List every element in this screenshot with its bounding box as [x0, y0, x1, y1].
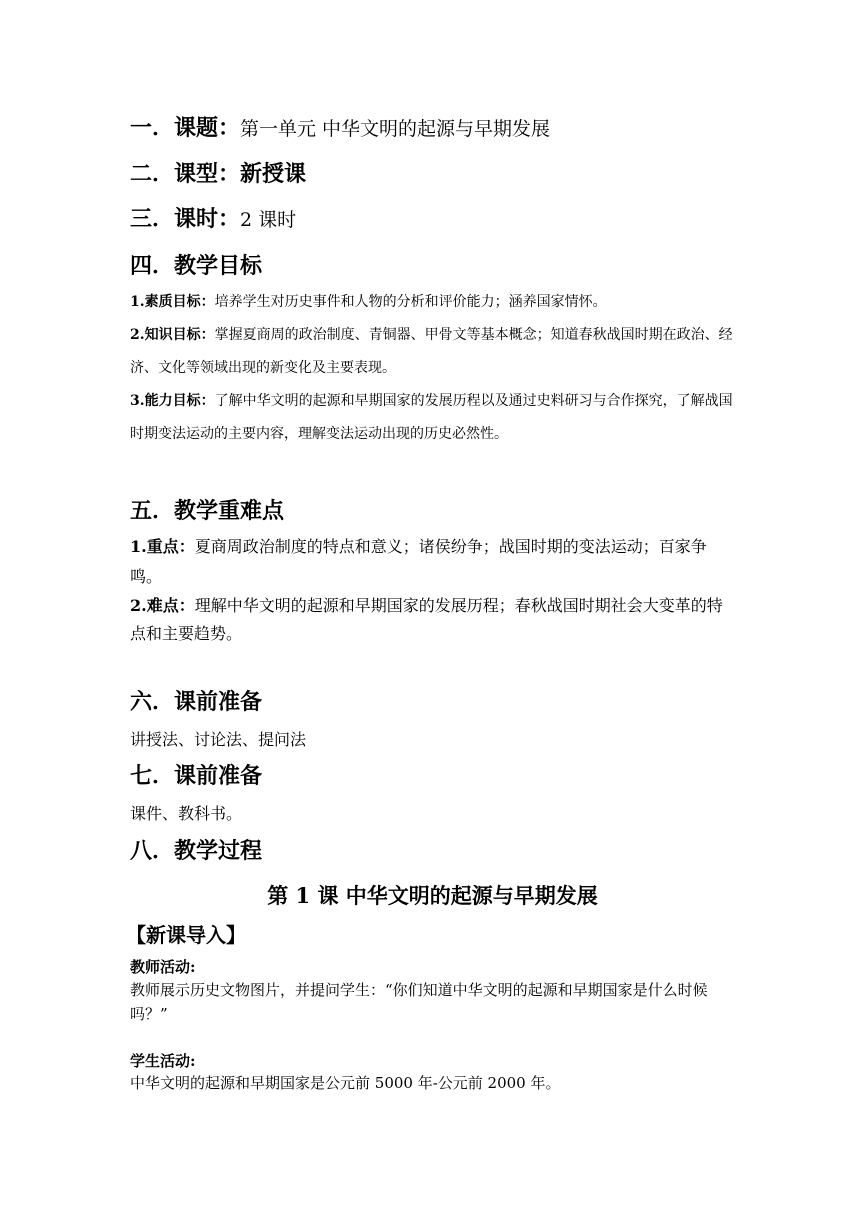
section-topic	[130, 112, 735, 145]
intro-heading: 【新课导入】	[126, 923, 246, 947]
goal-text: 培养学生对历史事件和人物的分析和评价能力；涵养国家情怀。	[214, 294, 607, 310]
goal-item	[130, 286, 735, 319]
goal-label: 2.知识目标：	[130, 327, 215, 343]
section-hours	[130, 203, 735, 236]
keypoints-list	[130, 532, 735, 648]
keypoint-label: 1.重点：	[130, 537, 195, 556]
goal-text: 掌握夏商周的政治制度、青铜器、甲骨文等基本概念；知道春秋战国时期在政治、经济、文化等领域出现的新变化及主要表现。	[130, 327, 733, 376]
keypoint-item	[130, 532, 735, 592]
keypoint-item	[130, 592, 735, 648]
teacher-activity-label: 教师活动:	[130, 958, 196, 976]
section-process-heading: 八．教学过程	[130, 838, 263, 864]
goal-label: 3.能力目标：	[130, 393, 215, 409]
section-type	[130, 158, 735, 190]
goal-label: 1.素质目标：	[130, 294, 215, 310]
teacher-activity-text: 教师展示历史文物图片，并提问学生：“你们知道中华文明的起源和早期国家是什么时候吗？”	[130, 981, 708, 1023]
materials-text: 课件、教科书。	[130, 804, 243, 823]
section-methods-heading: 六．课前准备	[130, 689, 263, 715]
methods-text: 讲授法、讨论法、提问法	[130, 730, 307, 749]
keypoint-text: 夏商周政治制度的特点和意义；诸侯纷争；战国时期的变法运动；百家争鸣。	[130, 537, 707, 586]
section-hours-label: 三．课时：	[130, 206, 241, 232]
section-hours-value: 2 课时	[240, 209, 297, 231]
keypoint-text: 理解中华文明的起源和早期国家的发展历程；春秋战国时期社会大变革的特点和主要趋势。	[130, 596, 723, 643]
goals-list	[130, 286, 735, 451]
section-goals-heading: 四．教学目标	[130, 253, 263, 279]
goal-item	[130, 385, 735, 451]
keypoint-label: 2.难点：	[130, 596, 195, 615]
section-materials-heading: 七．课前准备	[130, 763, 263, 789]
section-type-label: 二．课型：新授课	[130, 161, 307, 187]
lesson-title: 第 1 课 中华文明的起源与早期发展	[267, 883, 598, 908]
document-page	[126, 110, 735, 1094]
goal-text: 了解中华文明的起源和早期国家的发展历程以及通过史料研习与合作探究，了解战国时期变法运动的主要内容，理解变法运动出现的历史必然性。	[130, 393, 733, 442]
section-keypoints-heading: 五．教学重难点	[130, 498, 285, 524]
section-topic-value: 第一单元 中华文明的起源与早期发展	[240, 118, 551, 140]
student-activity-text: 中华文明的起源和早期国家是公元前 5000 年-公元前 2000 年。	[130, 1074, 561, 1092]
section-topic-label: 一．课题：	[130, 115, 241, 141]
student-activity-label: 学生活动:	[130, 1052, 196, 1070]
goal-item	[130, 319, 735, 385]
